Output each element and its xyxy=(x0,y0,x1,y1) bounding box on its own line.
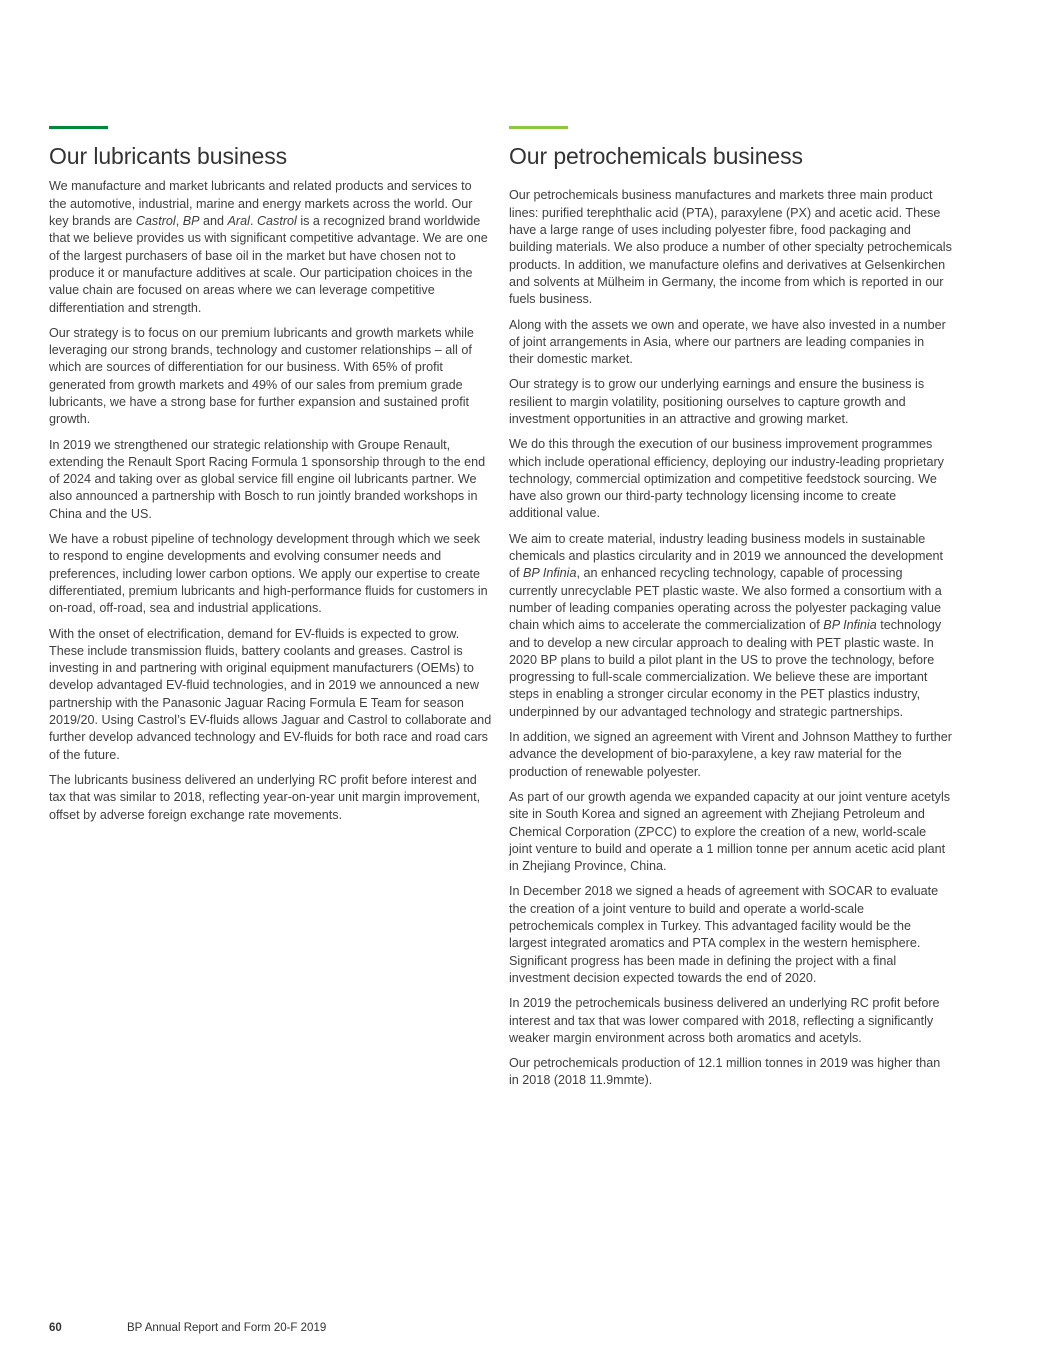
brand-aral: Aral xyxy=(227,214,250,229)
petrochemicals-paragraph-6: In addition, we signed an agreement with Virent and Johnson Matthey to further advance the development of bio-paraxylene, a key raw material for the production of renewable polyester. xyxy=(509,730,952,779)
bp-infinia-term: BP Infinia xyxy=(523,566,577,581)
lubricants-paragraph-6: The lubricants business delivered an underlying RC profit before interest and tax that was similar to 2018, reflecting year-on-year unit margin improvement, offset by adverse foreign exchange rate movements. xyxy=(49,772,481,822)
petrochemicals-paragraph-3: Our strategy is to grow our underlying earnings and ensure the business is resilient to margin volatility, positioning ourselves to capture growth and investment opportunities in an attractive and growing market. xyxy=(509,377,925,426)
lubricants-paragraph-2: Our strategy is to focus on our premium lubricants and growth markets while leveraging our strong brands, technology and customer relationships – all of which are sources of differentiation for our business. With 65% of profit generated from growth markets and 49% of our sales from premium grade lubricants, we have a strong base for further expansion and sustained profit growth. xyxy=(49,325,474,427)
brand-castrol: Castrol xyxy=(135,214,176,229)
petrochemicals-title: Our petrochemicals business xyxy=(509,143,803,169)
petrochemicals-section xyxy=(509,126,952,1098)
lubricants-paragraph-3: In 2019 we strengthened our strategic relationship with Groupe Renault, extending the Renault Sport Racing Formula 1 sponsorship through to the end of 2024 and taking over as global service fill engine oil lubricants partner. We also announced a partnership with Bosch to run jointly branded workshops in China and the US. xyxy=(49,437,486,521)
brand-castrol-2: Castrol xyxy=(256,214,297,229)
petrochemicals-accent-bar xyxy=(509,126,568,129)
petrochemicals-paragraph-4: We do this through the execution of our business improvement programmes which include operational efficiency, deploying our industry-leading proprietary technology, commercial optimization and competitive feedstock sourcing. We have also grown our third-party technology licensing income to create additional value. xyxy=(509,437,944,521)
bp-infinia-term-2: BP Infinia xyxy=(823,618,877,633)
lubricants-accent-bar xyxy=(49,126,108,129)
lubricants-paragraph-5: With the onset of electrification, demand for EV-fluids is expected to grow. These include transmission fluids, battery coolants and greases. Castrol is investing in and partnering with original equipment manufacturers (OEMs) to develop advantaged EV-fluid technologies, and in 2019 we announced a new partnership with the Panasonic Jaguar Racing Formula E Team for season 2019/20. Using Castrol’s EV-fluids allows Jaguar and Castrol to collaborate and further develop advanced technology and EV-fluids for both race and road cars of the future. xyxy=(49,626,492,762)
petrochemicals-paragraph-8: In December 2018 we signed a heads of agreement with SOCAR to evaluate the creation of a joint venture to build and operate a world-scale petrochemicals complex in Turkey. This advantaged facility would be the largest integrated aromatics and PTA complex in the western hemisphere. Significant progress has been made in defining the project with a final investment decision expected towards the end of 2020. xyxy=(509,884,939,985)
report-title: BP Annual Report and Form 20-F 2019 xyxy=(127,1322,327,1334)
lubricants-paragraph-4: We have a robust pipeline of technology development through which we seek to respond to engine developments and evolving consumer needs and preferences, including lower carbon options. We apply our expertise to create differentiated, premium lubricants and high-performance fluids for customers in on-road, off-road, sea and industrial applications. xyxy=(49,532,488,616)
petrochemicals-paragraph-9: In 2019 the petrochemicals business delivered an underlying RC profit before interest and tax that was lower compared with 2018, reflecting a significantly weaker margin environment across both aromatics and acetyls. xyxy=(509,996,940,1045)
page-number: 60 xyxy=(49,1322,62,1334)
lubricants-paragraph-1: We manufacture and market lubricants and related products and services to the automotive, industrial, marine and energy markets across the world. Our key brands are Castrol, BP and Aral. Castrol is a recognized brand worldwide that we believe provides us with significant competitive advantage. We are one of the largest purchasers of base oil in the market but have chosen not to produce it or manufacture additives at scale. Our participation choices in the value chain are focused on areas where we can leverage competitive differentiation and strength. xyxy=(49,179,488,315)
lubricants-section xyxy=(49,126,492,832)
petrochemicals-paragraph-1: Our petrochemicals business manufactures and markets three main product lines: purified terephthalic acid (PTA), paraxylene (PX) and acetic acid. These have a large range of uses including polyester fibre, food packaging and building materials. We also produce a number of other specialty petrochemicals products. In addition, we manufacture olefins and derivatives at Gelsenkirchen and solvents at Mülheim in Germany, the income from which is reported in our fuels business. xyxy=(509,188,952,307)
petrochemicals-paragraph-7: As part of our growth agenda we expanded capacity at our joint venture acetyls site in South Korea and signed an agreement with Zhejiang Petroleum and Chemical Corporation (ZPCC) to explore the creation of a new, world-scale joint venture to build and operate a 1 million tonne per annum acetic acid plant in Zhejiang Province, China. xyxy=(509,789,951,874)
petrochemicals-paragraph-5: We aim to create material, industry leading business models in sustainable chemicals and plastics circularity and in 2019 we announced the development of BP Infinia, an enhanced recycling technology, capable of processing currently unrecyclable PET plastic waste. We also formed a consortium with a number of leading companies operating across the polyester packaging value chain which aims to accelerate the commercialization of BP Infinia technology and to develop a new circular approach to dealing with PET plastic waste. In 2020 BP plans to build a pilot plant in the US to prove the technology, before progressing to full-scale commercialization. We believe these are important steps in enabling a stronger circular economy in the PET plastics industry, underpinned by our advantaged technology and strategic partnerships. xyxy=(509,531,944,719)
page-footer xyxy=(49,1322,326,1334)
petrochemicals-paragraph-2: Along with the assets we own and operate, we have also invested in a number of joint arrangements in Asia, where our partners are leading companies in their domestic market. xyxy=(509,317,946,367)
lubricants-title: Our lubricants business xyxy=(49,143,288,169)
brand-bp: BP xyxy=(182,214,200,229)
petrochemicals-paragraph-10: Our petrochemicals production of 12.1 million tonnes in 2019 was higher than in 2018 (2018 11.9mmte). xyxy=(509,1056,941,1088)
